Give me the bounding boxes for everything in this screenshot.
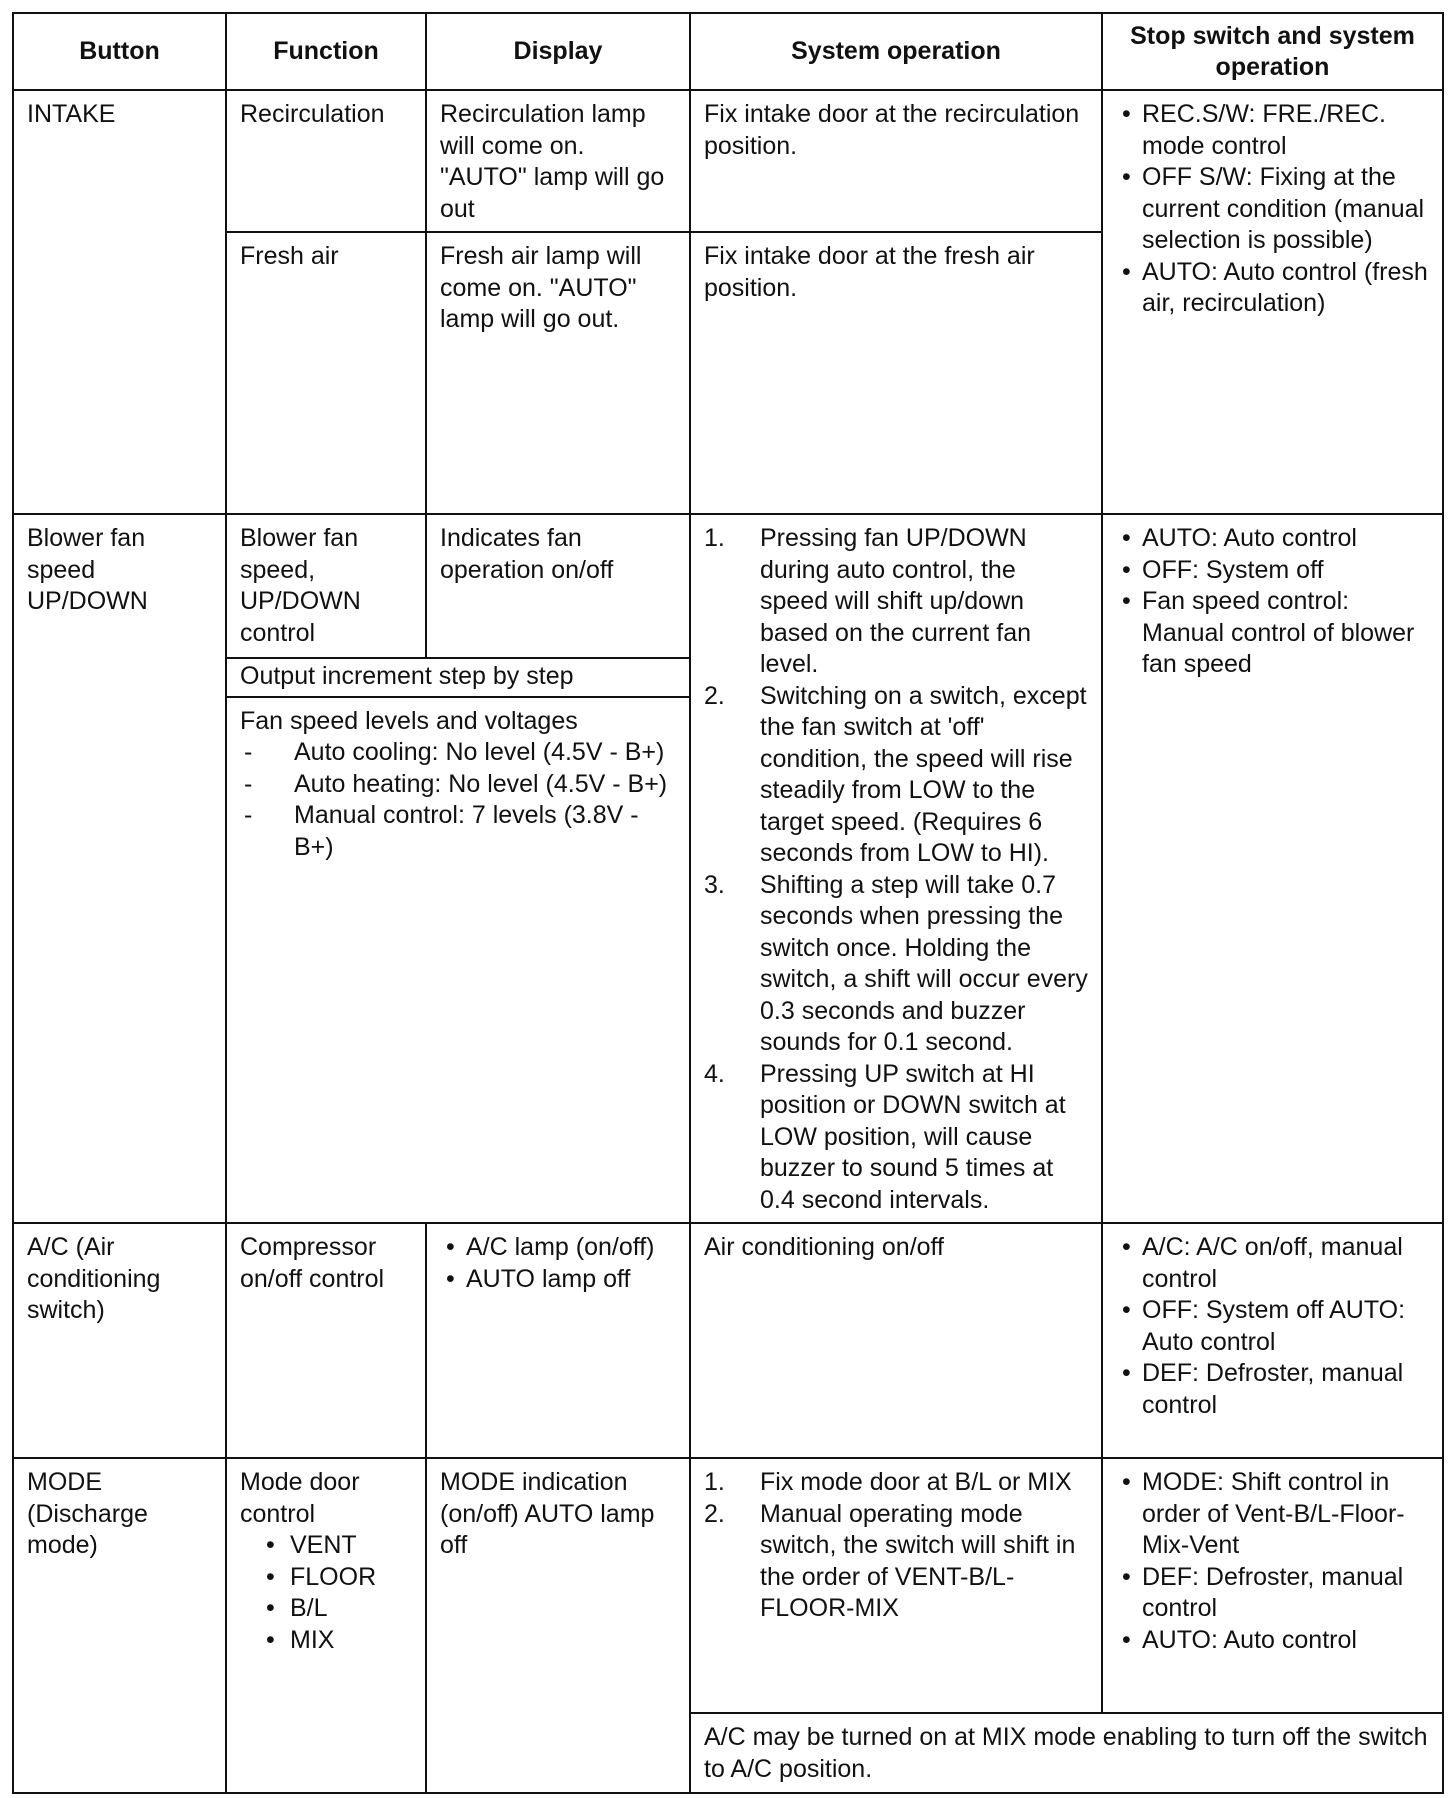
intake-recirc-operation: Fix intake door at the recirculation position. — [690, 90, 1102, 232]
mode-display: MODE indication (on/off) AUTO lamp off — [426, 1458, 690, 1793]
ac-stop-cell — [1102, 1223, 1443, 1458]
header-display: Display — [426, 13, 690, 90]
ac-row — [13, 1223, 1443, 1458]
blower-levels-list — [240, 737, 677, 863]
ac-display-list — [440, 1232, 677, 1295]
mode-operation-list — [704, 1467, 1089, 1625]
list-item: • AUTO: Auto control (fresh air, recirculation) — [1116, 257, 1430, 320]
ac-display-cell — [426, 1223, 690, 1458]
mode-function-title: Mode door control — [240, 1468, 360, 1528]
list-text: Fix mode door at B/L or MIX — [760, 1468, 1072, 1496]
blower-button-cell: Blower fan speed UP/DOWN — [13, 514, 226, 1223]
header-system-operation: System operation — [690, 13, 1102, 90]
mode-row — [13, 1458, 1443, 1713]
list-item: • AUTO lamp off — [440, 1264, 677, 1296]
list-item: • MIX — [260, 1625, 413, 1657]
ac-control-table — [12, 12, 1444, 1794]
list-number: 1. — [704, 1468, 725, 1496]
list-text: Pressing UP switch at HI position or DOWN switch at LOW position, will cause buzzer to sound 5 times at 0.4 second intervals. — [760, 1059, 1066, 1214]
list-number: 2. — [704, 681, 725, 710]
blower-increment: Output increment step by step — [226, 658, 690, 697]
list-item: • OFF: System off AUTO: Auto control — [1116, 1295, 1430, 1358]
ac-function: Compressor on/off control — [226, 1223, 426, 1458]
list-text: Shifting a step will take 0.7 seconds when pressing the switch once. Holding the switch, a shift will occur every 0.3 seconds and buzzer sounds for 0.1 second. — [760, 870, 1088, 1056]
intake-recirc-display: Recirculation lamp will come on. "AUTO" lamp will go out — [426, 90, 690, 232]
header-row — [13, 13, 1443, 90]
dash-marker: - — [244, 801, 253, 830]
header-button: Button — [13, 13, 226, 90]
list-text: Manual operating mode switch, the switch will shift in the order of VENT-B/L-FLOOR-MIX — [760, 1499, 1076, 1622]
list-item: • FLOOR — [260, 1562, 413, 1594]
intake-stop-list — [1116, 99, 1430, 320]
mode-button-cell: MODE (Discharge mode) — [13, 1458, 226, 1793]
mode-note: A/C may be turned on at MIX mode enabling to turn off the switch to A/C position. — [690, 1713, 1443, 1793]
intake-fresh-function: Fresh air — [226, 232, 426, 514]
list-text: Auto cooling: No level (4.5V - B+) — [294, 738, 665, 767]
list-item — [704, 681, 1089, 870]
intake-stop-cell — [1102, 90, 1443, 514]
list-item: • Fan speed control: Manual control of blower fan speed — [1116, 586, 1430, 681]
list-item — [240, 769, 677, 801]
mode-stop-cell — [1102, 1458, 1443, 1713]
mode-function-list — [240, 1530, 413, 1656]
list-item — [704, 870, 1089, 1059]
intake-button-cell: INTAKE — [13, 90, 226, 514]
intake-row-recirculation — [13, 90, 1443, 232]
ac-operation: Air conditioning on/off — [690, 1223, 1102, 1458]
blower-row-control — [13, 514, 1443, 658]
mode-stop-list — [1116, 1467, 1430, 1656]
intake-recirc-function: Recirculation — [226, 90, 426, 232]
list-number: 1. — [704, 524, 725, 552]
list-text: Auto heating: No level (4.5V - B+) — [294, 769, 668, 798]
ac-button-cell: A/C (Air conditioning switch) — [13, 1223, 226, 1458]
list-item — [704, 1499, 1089, 1625]
list-item: • VENT — [260, 1530, 413, 1562]
list-number: 2. — [704, 1499, 725, 1528]
list-item — [240, 737, 677, 769]
list-item: • OFF S/W: Fixing at the current condition (manual selection is possible) — [1116, 162, 1430, 257]
blower-display: Indicates fan operation on/off — [426, 514, 690, 658]
list-number: 4. — [704, 1059, 725, 1088]
blower-function: Blower fan speed, UP/DOWN control — [226, 514, 426, 658]
blower-stop-list — [1116, 523, 1430, 681]
list-item — [704, 523, 1089, 681]
list-item — [704, 1467, 1089, 1499]
ac-stop-list — [1116, 1232, 1430, 1421]
dash-marker: - — [244, 769, 253, 798]
blower-operation-cell — [690, 514, 1102, 1223]
list-item: • OFF: System off — [1116, 555, 1430, 587]
list-text: Manual control: 7 levels (3.8V - B+) — [294, 801, 639, 861]
list-item — [240, 800, 677, 863]
blower-stop-cell — [1102, 514, 1443, 1223]
header-stop-switch: Stop switch and system operation — [1102, 13, 1443, 90]
list-item: • A/C: A/C on/off, manual control — [1116, 1232, 1430, 1295]
list-item: • B/L — [260, 1593, 413, 1625]
list-item — [704, 1059, 1089, 1217]
intake-fresh-display: Fresh air lamp will come on. "AUTO" lamp will go out. — [426, 232, 690, 514]
list-item: • REC.S/W: FRE./REC. mode control — [1116, 99, 1430, 162]
list-item: • AUTO: Auto control — [1116, 523, 1430, 555]
blower-operation-list — [704, 523, 1089, 1216]
header-function: Function — [226, 13, 426, 90]
list-item: • AUTO: Auto control — [1116, 1625, 1430, 1657]
intake-fresh-operation: Fix intake door at the fresh air position. — [690, 232, 1102, 514]
blower-levels-cell — [226, 697, 690, 1223]
list-number: 3. — [704, 870, 725, 899]
list-item: • DEF: Defroster, manual control — [1116, 1358, 1430, 1421]
list-text: Switching on a switch, except the fan switch at 'off' condition, the speed will rise steadily from LOW to the target speed. (Requires 6 seconds from LOW to HI). — [760, 681, 1087, 867]
mode-operation-cell — [690, 1458, 1102, 1713]
mode-function-cell — [226, 1458, 426, 1793]
blower-levels-title: Fan speed levels and voltages — [240, 706, 578, 735]
document-frame — [12, 12, 1442, 1786]
list-text: Pressing fan UP/DOWN during auto control, the speed will shift up/down based on the current fan level. — [760, 524, 1032, 678]
list-item: • DEF: Defroster, manual control — [1116, 1562, 1430, 1625]
list-item: • MODE: Shift control in order of Vent-B/L-Floor-Mix-Vent — [1116, 1467, 1430, 1562]
dash-marker: - — [244, 738, 253, 767]
list-item: • A/C lamp (on/off) — [440, 1232, 677, 1264]
